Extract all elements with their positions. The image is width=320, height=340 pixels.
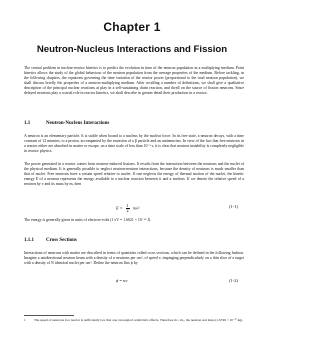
equation-fraction bbox=[126, 204, 130, 213]
intro-paragraph: The central problem in nuclear-reactor kinetics is to predict the evolution in time of the neutron population in a multiplying medium. Point kinetics allows the study of the global behaviour of the neutron population from the average properties of the medium. Before tackling, in the following chapters, the equations governing the time variation of the reactor power (proportional to the total neutron population), we shall discuss briefly the properties of a neutron-multiplying medium. After recalling a number of definitions, we shall give a qualitative description of the principal nuclear reactions at play in a self-sustaining chain reaction, and dwell on the source of fission neutrons. Since delayed neutrons play a crucial role in reactor kinetics, we shall describe in greater detail their production in a reactor. bbox=[24, 66, 244, 96]
section-heading-1-1 bbox=[24, 121, 109, 126]
footnote-mark: 1 bbox=[24, 318, 26, 322]
section-heading-1-1-1 bbox=[24, 238, 77, 243]
equation-number: (1-2) bbox=[229, 278, 238, 283]
fraction-denominator: 2 bbox=[126, 208, 129, 213]
section-1-1-1-paragraph-1: Interactions of neutrons with matter are described in terms of quantities called cross sections, which can be defined in the following fashion. Imagine a unidirectional neutron beam with a density of n neutrons per cm³, of speed v, impinging perpendicularly on a thin slice of a target with a density of N identical nuclei per cm³. Define the neutron flux ϕ by bbox=[24, 251, 244, 266]
footnote bbox=[24, 318, 244, 322]
equation-lhs: ϕ bbox=[116, 278, 119, 283]
chapter-label: Chapter 1 bbox=[103, 20, 161, 34]
equation-rhs: nv bbox=[123, 278, 128, 283]
subsection-title: Cross Sections bbox=[46, 238, 77, 243]
fraction-numerator: 1 bbox=[126, 203, 129, 208]
equation-rhs: mv² bbox=[132, 205, 140, 211]
document-page: Chapter 1 Neutron-Nucleus Interactions and Fission The central problem in nuclear-reactor kinetics is to predict the evolution in time of the neutron population in a multiplying medium. Point kinetics allows the study of the global behaviour of the neutron population from the average properties of the medium. Before tackling, in the following chapters, the equations governing the time variation of the reactor power (proportional to the total neutron population), we shall discuss briefly the properties of a neutron-multiplying medium. After recalling a number of definitions, we shall give a qualitative description of the principal nuclear reactions at play in a self-sustaining chain reaction, and dwell on the source of fission neutrons. Since delayed neutrons play a crucial role in reactor kinetics, we shall describe in greater detail their production in a reactor. 1.1 Neutron-Nucleus Interactions A neutron is an elementary particle. It is stable when bound to a nucleus by the nuclear force. In its free state, a neutron decays, with a time constant of 12 minutes, to a proton, accompanied by the emission of a β particle and an antineutrino. In view of the fact that free neutrons in a reactor either are absorbed in matter or escape, on a time scale of less than 10⁻³ s, it is clear that neutron instability is completely negligible in reactor physics. The power generated in a reactor comes from neutron-induced fissions. It results from the interaction between the neutrons and the nuclei of the physical medium. It is generally possible to neglect neutron-neutron interactions, because the density of neutrons is much smaller than that of nuclei. Free neutrons have a certain speed relative to nuclei. If one neglects the energy of thermal motion of the nuclei, the kinetic energy E of a neutron represents the energy available to a nuclear reaction between it and a nucleus. If we denote the relative speed of a neutron by v and its mass by m, then E = $\frac{1}{2}$ mv² (1-1) The energy is generally given in units of electron-volts (1 eV = 1.6021 × 10⁻¹⁹ J). 1.1.1 Cross Sections Interactions of neutrons with matter are described in terms of quantities called cross sections, which can be defined in the following fashion. Imagine a unidirectional neutron beam with a density of n neutrons per cm³, of speed v, impinging perpendicularly on a thin slice of a target with a density of N identical nuclei per cm³. Define the neutron flux ϕ by ϕ = nv (1-2) 1 The speed of neutrons in a reactor is sufficiently low that one can neglect relativistic effects. Therefore m = m₀, the neutron rest mass (1.6749 × 10⁻²⁷ kg). bbox=[0, 0, 264, 340]
section-1-1-paragraph-2: The power generated in a reactor comes from neutron-induced fissions. It results from the interaction between the neutrons and the nuclei of the physical medium. It is generally possible to neglect neutron-neutron interactions, because the density of neutrons is much smaller than that of nuclei. Free neutrons have a certain speed relative to nuclei. If one neglects the energy of thermal motion of the nuclei, the kinetic energy E of a neutron represents the energy available to a nuclear reaction between it and a nucleus. If we denote the relative speed of a neutron by v and its mass by m, then bbox=[24, 162, 244, 187]
section-1-1-paragraph-3: The energy is generally given in units of electron-volts (1 eV = 1.6021 × 10⁻¹⁹ J). bbox=[24, 218, 152, 222]
section-title: Neutron-Nucleus Interactions bbox=[46, 121, 110, 126]
subsection-number: 1.1.1 bbox=[24, 238, 34, 243]
equation-number: (1-1) bbox=[229, 204, 238, 209]
chapter-title: Neutron-Nucleus Interactions and Fission bbox=[36, 44, 228, 55]
section-1-1-paragraph-1: A neutron is an elementary particle. It is stable when bound to a nucleus by the nuclear force. In its free state, a neutron decays, with a time constant of 12 minutes, to a proton, accompanied by the emission of a β particle and an antineutrino. In view of the fact that free neutrons in a reactor either are absorbed in matter or escape, on a time scale of less than 10⁻³ s, it is clear that neutron instability is completely negligible in reactor physics. bbox=[24, 134, 244, 154]
equation-lhs: E bbox=[116, 205, 119, 211]
footnote-text: The speed of neutrons in a reactor is sufficiently low that one can neglect relativistic effects. Therefore m = m₀, the neutron rest mass (1.6749 × 10⁻²⁷ kg). bbox=[34, 318, 244, 322]
footnote-divider bbox=[24, 315, 74, 316]
section-number: 1.1 bbox=[24, 121, 31, 126]
